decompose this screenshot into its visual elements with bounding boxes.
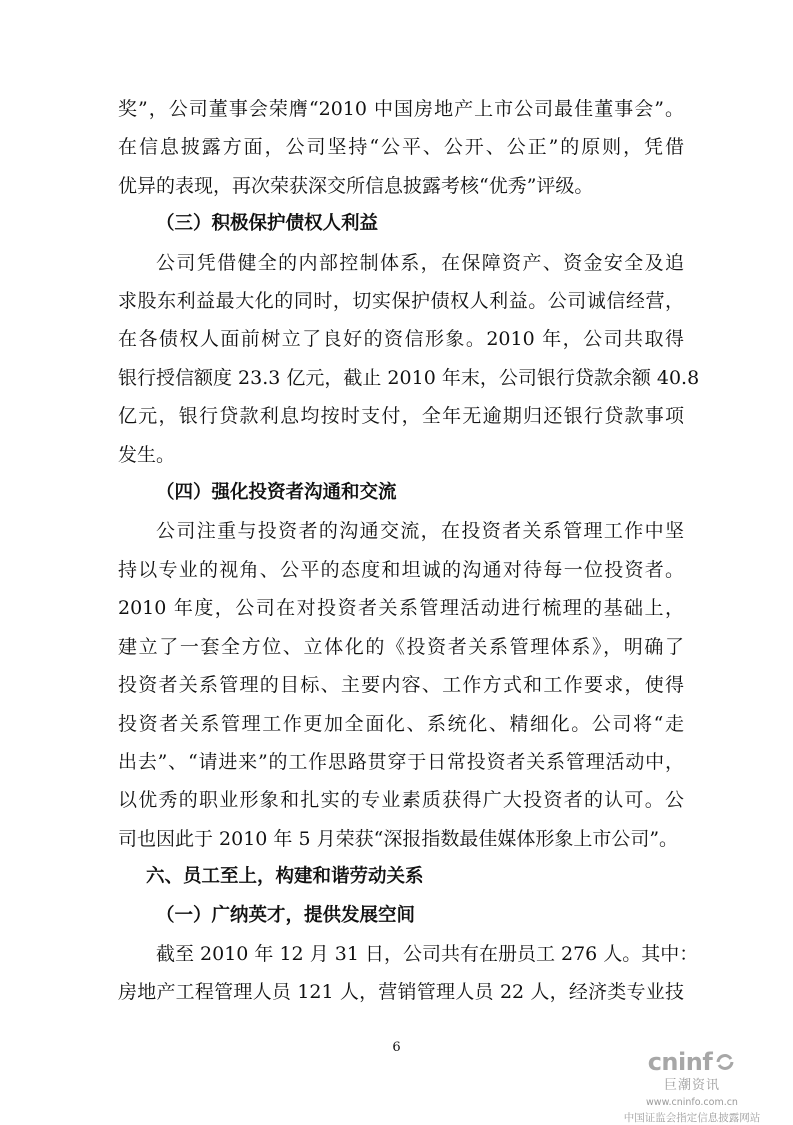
text-line: 在各债权人面前树立了良好的资信形象。2010 年，公司共取得: [118, 328, 684, 351]
text-line: 房地产工程管理人员 121 人，营销管理人员 22 人，经济类专业技: [118, 981, 684, 1004]
document-body: [118, 90, 700, 1012]
watermark-url: www.cninfo.com.cn: [646, 1097, 738, 1108]
text-line: 公司凭借健全的内部控制体系，在保障资产、资金安全及追: [156, 251, 684, 274]
paragraph-employees: [118, 935, 699, 1012]
page-number: 6: [392, 1040, 401, 1055]
text-line: 投资者关系管理工作更加全面化、系统化、精细化。公司将“走: [118, 712, 684, 735]
paragraph-board-awards: [118, 90, 684, 205]
paragraph-investors: [118, 512, 684, 858]
text-line: 优异的表现，再次荣获深交所信息披露考核“优秀”评级。: [118, 174, 594, 197]
text-line: 截至 2010 年 12 月 31 日，公司共有在册员工 276 人。其中：: [156, 942, 699, 965]
paragraph-creditors: [118, 244, 700, 474]
text-line: 求股东利益最大化的同时，切实保护债权人利益。公司诚信经营，: [118, 290, 684, 313]
text-line: 持以专业的视角、公平的态度和坦诚的沟通对待每一位投资者。: [118, 558, 684, 581]
cninfo-logo: [617, 1048, 767, 1076]
watermark-cn-name: 巨潮资讯: [663, 1078, 720, 1093]
text-line: 以优秀的职业形象和扎实的专业素质获得广大投资者的认可。公: [118, 789, 684, 812]
text-line: 2010 年度，公司在对投资者关系管理活动进行梳理的基础上，: [118, 597, 684, 620]
swirl-logo-icon: [714, 1051, 736, 1073]
section-heading-creditors: （三）积极保护债权人利益: [156, 213, 379, 235]
text-line: 银行授信额度 23.3 亿元，截止 2010 年末，公司银行贷款余额 40.8: [118, 366, 700, 389]
logo-text: cninf: [647, 1048, 713, 1076]
text-line: 建立了一套全方位、立体化的《投资者关系管理体系》，明确了: [118, 635, 684, 658]
text-line: 投资者关系管理的目标、主要内容、工作方式和工作要求，使得: [118, 674, 684, 697]
text-line: 亿元，银行贷款利息均按时支付，全年无逾期归还银行贷款事项: [118, 405, 684, 428]
section-heading-investors: （四）强化投资者沟通和交流: [156, 482, 397, 504]
text-line: 出去”、“请进来”的工作思路贯穿于日常投资者关系管理活动中，: [118, 750, 684, 773]
text-line: 公司注重与投资者的沟通交流，在投资者关系管理工作中坚: [156, 520, 684, 543]
chapter-heading-employees: 六、员工至上，构建和谐劳动关系: [146, 866, 424, 888]
text-line: 在信息披露方面，公司坚持“公平、公开、公正”的原则，凭借: [118, 136, 684, 159]
text-line: 发生。: [118, 443, 176, 466]
text-line: 奖”，公司董事会荣膺“2010 中国房地产上市公司最佳董事会”。: [118, 98, 684, 120]
section-heading-talent: （一）广纳英才，提供发展空间: [156, 904, 416, 926]
watermark-description: 中国证监会指定信息披露网站: [623, 1112, 761, 1124]
cninfo-watermark: [617, 1048, 767, 1125]
text-line: 司也因此于 2010 年 5 月荣获“深报指数最佳媒体形象上市公司”。: [118, 827, 679, 850]
